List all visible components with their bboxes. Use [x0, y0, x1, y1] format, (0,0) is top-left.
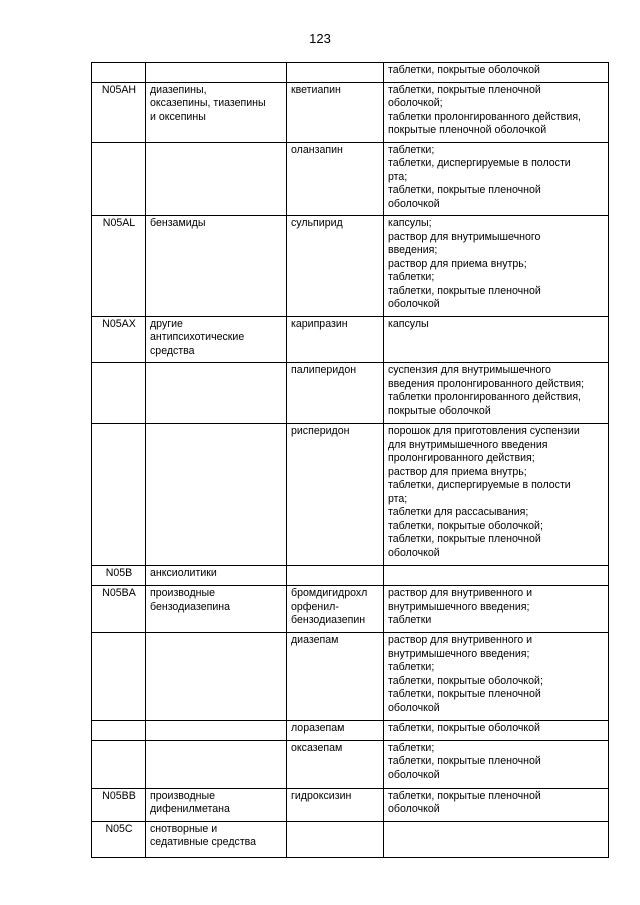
table-row [92, 740, 609, 788]
table-row [92, 363, 609, 424]
drug-name: гидроксизин [287, 788, 384, 821]
atc-code: N05BA [92, 586, 146, 633]
atc-group: диазепины, оксазепины, тиазепины и оксепины [146, 82, 287, 142]
atc-code [92, 633, 146, 721]
atc-group [146, 633, 287, 721]
drug-name: оланзапин [287, 142, 384, 216]
drug-name [287, 566, 384, 586]
atc-group [146, 142, 287, 216]
dosage-form: капсулы [384, 316, 609, 363]
table-row [92, 316, 609, 363]
dosage-form: таблетки; таблетки, покрытые пленочной оболочкой [384, 740, 609, 788]
atc-code: N05BB [92, 788, 146, 821]
drug-name: рисперидон [287, 424, 384, 566]
atc-group [146, 721, 287, 741]
table-row [92, 216, 609, 317]
table-row [92, 633, 609, 721]
table-row [92, 586, 609, 633]
drug-table-body [92, 63, 609, 858]
table-row [92, 821, 609, 857]
dosage-form: таблетки, покрытые пленочной оболочкой; таблетки пролонгированного действия, покрытые пленочной оболочкой [384, 82, 609, 142]
drug-name [287, 63, 384, 83]
table-row [92, 63, 609, 83]
table-row [92, 424, 609, 566]
atc-code: N05AH [92, 82, 146, 142]
drug-name: бромдигидрохл орфенил- бензодиазепин [287, 586, 384, 633]
dosage-form [384, 566, 609, 586]
atc-code [92, 740, 146, 788]
dosage-form: суспензия для внутримышечного введения пролонгированного действия; таблетки пролонгированного действия, покрытые оболочкой [384, 363, 609, 424]
dosage-form: капсулы; раствор для внутримышечного введения; раствор для приема внутрь; таблетки; таблетки, покрытые пленочной оболочкой [384, 216, 609, 317]
atc-group [146, 424, 287, 566]
atc-code [92, 721, 146, 741]
atc-group: снотворные и седативные средства [146, 821, 287, 857]
page-number: 123 [309, 31, 331, 46]
atc-code [92, 424, 146, 566]
atc-code: N05AL [92, 216, 146, 317]
table-row [92, 142, 609, 216]
atc-code [92, 363, 146, 424]
atc-group: другие антипсихотические средства [146, 316, 287, 363]
atc-group: производные бензодиазепина [146, 586, 287, 633]
atc-code: N05B [92, 566, 146, 586]
dosage-form: таблетки, покрытые пленочной оболочкой [384, 788, 609, 821]
table-row [92, 82, 609, 142]
drug-name: карипразин [287, 316, 384, 363]
dosage-form: таблетки, покрытые оболочкой [384, 63, 609, 83]
atc-group: бензамиды [146, 216, 287, 317]
table-row [92, 788, 609, 821]
drug-name [287, 821, 384, 857]
atc-group [146, 63, 287, 83]
dosage-form: раствор для внутривенного и внутримышечного введения; таблетки [384, 586, 609, 633]
dosage-form: таблетки; таблетки, диспергируемые в полости рта; таблетки, покрытые пленочной оболочкой [384, 142, 609, 216]
atc-group [146, 363, 287, 424]
atc-group: анксиолитики [146, 566, 287, 586]
drug-table [91, 62, 609, 858]
atc-code: N05C [92, 821, 146, 857]
dosage-form [384, 821, 609, 857]
drug-name: диазепам [287, 633, 384, 721]
drug-name: палиперидон [287, 363, 384, 424]
drug-name: кветиапин [287, 82, 384, 142]
atc-code: N05AX [92, 316, 146, 363]
atc-code [92, 63, 146, 83]
atc-group: производные дифенилметана [146, 788, 287, 821]
atc-code [92, 142, 146, 216]
dosage-form: порошок для приготовления суспензии для внутримышечного введения пролонгированного действия; раствор для приема внутрь; таблетки, диспергируемые в полости рта; таблетки для рассасывания; таблетки, покрытые оболочкой; таблетки, покрытые пленочной оболочкой [384, 424, 609, 566]
drug-name: оксазепам [287, 740, 384, 788]
drug-name: сульпирид [287, 216, 384, 317]
dosage-form: раствор для внутривенного и внутримышечного введения; таблетки; таблетки, покрытые оболочкой; таблетки, покрытые пленочной оболочкой [384, 633, 609, 721]
atc-group [146, 740, 287, 788]
dosage-form: таблетки, покрытые оболочкой [384, 721, 609, 741]
table-row [92, 566, 609, 586]
table-row [92, 721, 609, 741]
drug-name: лоразепам [287, 721, 384, 741]
